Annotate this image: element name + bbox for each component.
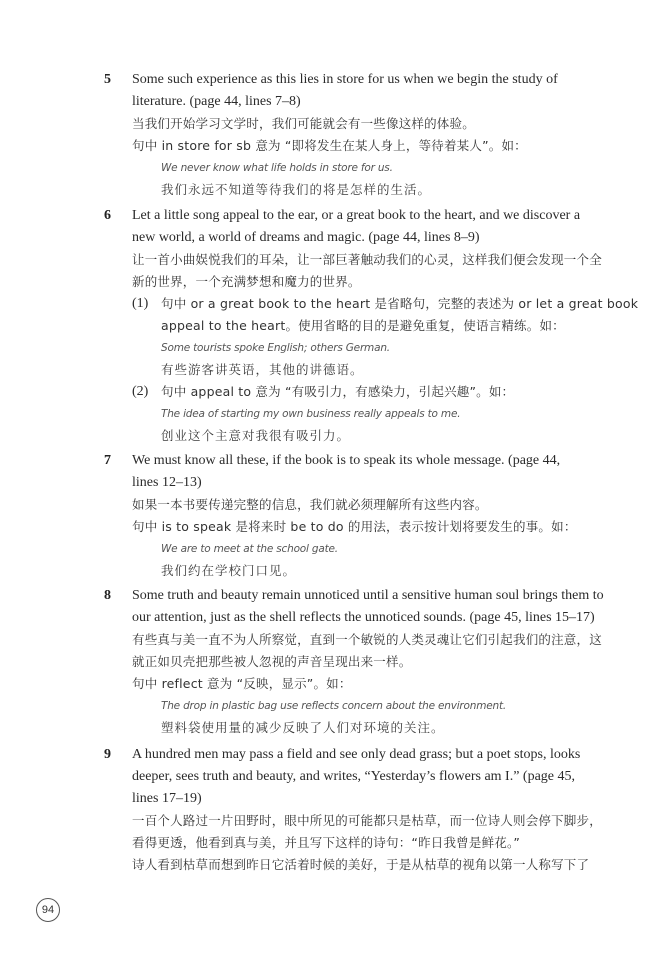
example-en: The drop in plastic bag use reflects concern about the environment. <box>161 700 507 712</box>
note-line: 句中 in store for sb 意为 “即将发生在某人身上，等待着某人”。如： <box>132 138 527 153</box>
sentence-line: lines 17–19) <box>132 791 202 806</box>
item-body <box>132 205 639 447</box>
item-body <box>132 450 592 582</box>
sentence-line: Some truth and beauty remain unnoticed until a sensitive human soul brings them to <box>132 588 604 603</box>
translation-line: 看得更透，他看到真与美，并且写下这样的诗句：“昨日我曾是鲜花。” <box>132 835 521 850</box>
subnote-label: (2) <box>132 384 149 399</box>
subnote-label: (1) <box>132 296 149 311</box>
note-line: 句中 reflect 意为 “反映，显示”。如： <box>132 676 352 691</box>
sentence-line: We must know all these, if the book is to speak its whole message. (page 44, <box>132 453 561 468</box>
translation-line: 当我们开始学习文学时，我们可能就会有一些像这样的体验。 <box>132 116 475 131</box>
sentence-line: A hundred men may pass a field and see only dead grass; but a poet stops, looks <box>132 747 581 762</box>
sentence-line: Let a little song appeal to the ear, or a great book to the heart, and we discover a <box>132 208 581 223</box>
item-body <box>132 69 592 201</box>
example-en: We never know what life holds in store for us. <box>161 162 393 174</box>
sentence-line: literature. (page 44, lines 7–8) <box>132 94 301 109</box>
example-zh: 创业这个主意对我很有吸引力。 <box>161 428 351 443</box>
item-body <box>132 585 604 739</box>
sentence-line: new world, a world of dreams and magic. (page 44, lines 8–9) <box>132 230 480 245</box>
item-number: 9 <box>104 747 111 762</box>
example <box>132 695 592 739</box>
translation-line: 让一首小曲娱悦我们的耳朵，让一部巨著触动我们的心灵，这样我们便会发现一个全 <box>132 252 602 267</box>
note-line: appeal to the heart。使用省略的目的是避免重复，使语言精练。如： <box>161 318 565 333</box>
example-zh: 我们永远不知道等待我们的将是怎样的生活。 <box>161 182 432 197</box>
example <box>132 538 592 582</box>
page-number: 94 <box>36 898 60 922</box>
example-en: Some tourists spoke English; others German. <box>161 342 390 354</box>
item-number: 7 <box>104 453 111 468</box>
example-en: We are to meet at the school gate. <box>161 543 338 555</box>
note-line: 诗人看到枯草而想到昨日它活着时候的美好，于是从枯草的视角以第一人称写下了 <box>132 857 590 872</box>
item-number: 5 <box>104 72 111 87</box>
translation-line: 新的世界，一个充满梦想和魔力的世界。 <box>132 274 361 289</box>
example-zh: 我们约在学校门口见。 <box>161 563 297 578</box>
item-body <box>132 744 602 876</box>
translation-line: 有些真与美一直不为人所察觉，直到一个敏锐的人类灵魂让它们引起我们的注意，这 <box>132 632 602 647</box>
sentence-line: lines 12–13) <box>132 475 202 490</box>
sentence-line: Some such experience as this lies in store for us when we begin the study of <box>132 72 558 87</box>
note-line: 句中 is to speak 是将来时 be to do 的用法，表示按计划将要发生的事。如： <box>132 519 577 534</box>
item-number: 8 <box>104 588 111 603</box>
translation-line: 如果一本书要传递完整的信息，我们就必须理解所有这些内容。 <box>132 497 488 512</box>
sentence-line: deeper, sees truth and beauty, and writes, “Yesterday’s flowers am I.” (page 45, <box>132 769 576 784</box>
sentence-line: our attention, just as the shell reflects the unnoticed sounds. (page 45, lines 15–17) <box>132 610 595 625</box>
example-zh: 塑料袋使用量的减少反映了人们对环境的关注。 <box>161 720 445 735</box>
example-en: The idea of starting my own business really appeals to me. <box>161 408 461 420</box>
subnote-2 <box>132 381 592 447</box>
example-zh: 有些游客讲英语，其他的讲德语。 <box>161 362 364 377</box>
example <box>132 157 592 201</box>
subnote-1 <box>132 293 639 381</box>
item-number: 6 <box>104 208 111 223</box>
translation-line: 一百个人路过一片田野时，眼中所见的可能都只是枯草，而一位诗人则会停下脚步， <box>132 813 602 828</box>
note-line: 句中 or a great book to the heart 是省略句，完整的表述为 or let a great book <box>161 296 639 311</box>
note-line: 句中 appeal to 意为 “有吸引力，有感染力，引起兴趣”。如： <box>161 384 515 399</box>
translation-line: 就正如贝壳把那些被人忽视的声音呈现出来一样。 <box>132 654 412 669</box>
